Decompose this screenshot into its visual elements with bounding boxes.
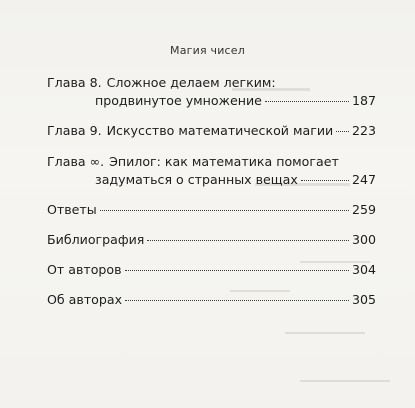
dot-leader xyxy=(301,180,349,181)
bleed-mark xyxy=(285,332,365,334)
toc-title: Сложное делаем легким: xyxy=(106,75,276,90)
toc-entry-about-authors[interactable] xyxy=(47,291,376,309)
toc-line xyxy=(47,201,376,219)
dot-leader xyxy=(125,300,349,301)
toc-page-number: 259 xyxy=(351,202,376,217)
toc-page-number: 223 xyxy=(351,123,376,138)
toc-entry-chapter-8[interactable] xyxy=(47,74,376,110)
toc-title: Библиография xyxy=(47,232,145,247)
toc-chapter-label: Глава ∞. xyxy=(47,154,105,169)
toc-chapter-label: Глава 8. xyxy=(47,75,102,90)
dot-leader xyxy=(125,270,349,271)
toc-entry-bibliography[interactable] xyxy=(47,231,376,249)
toc-line xyxy=(47,74,376,92)
toc-title-continued: продвинутое умножение xyxy=(95,93,262,108)
toc-line xyxy=(47,291,376,309)
toc-title: Искусство математической магии xyxy=(106,123,334,138)
bleed-mark xyxy=(300,380,390,382)
running-head: Магия чисел xyxy=(170,44,245,57)
toc-title-continued: задуматься о странных вещах xyxy=(95,172,298,187)
toc-entry-chapter-infinity[interactable] xyxy=(47,153,376,189)
toc-line xyxy=(47,122,376,140)
toc-page-number: 305 xyxy=(351,292,376,307)
dot-leader xyxy=(336,131,349,132)
toc-entry-from-authors[interactable] xyxy=(47,261,376,279)
toc-page-number: 187 xyxy=(351,93,376,108)
toc-line xyxy=(47,153,376,171)
toc-line xyxy=(47,92,376,110)
toc-entry-answers[interactable] xyxy=(47,201,376,219)
toc-entry-chapter-9[interactable] xyxy=(47,122,376,140)
toc-title: От авторов xyxy=(47,262,122,277)
toc-page-number: 247 xyxy=(351,172,376,187)
toc-title: Об авторах xyxy=(47,292,123,307)
dot-leader xyxy=(265,101,349,102)
toc-page-number: 300 xyxy=(351,232,376,247)
toc-line xyxy=(47,261,376,279)
dot-leader xyxy=(100,210,349,211)
toc-page-number: 304 xyxy=(351,262,376,277)
dot-leader xyxy=(147,240,349,241)
toc-title: Ответы xyxy=(47,202,97,217)
toc-title: Эпилог: как математика помогает xyxy=(109,154,339,169)
toc-chapter-label: Глава 9. xyxy=(47,123,102,138)
toc-line xyxy=(47,231,376,249)
toc-line xyxy=(47,171,376,189)
